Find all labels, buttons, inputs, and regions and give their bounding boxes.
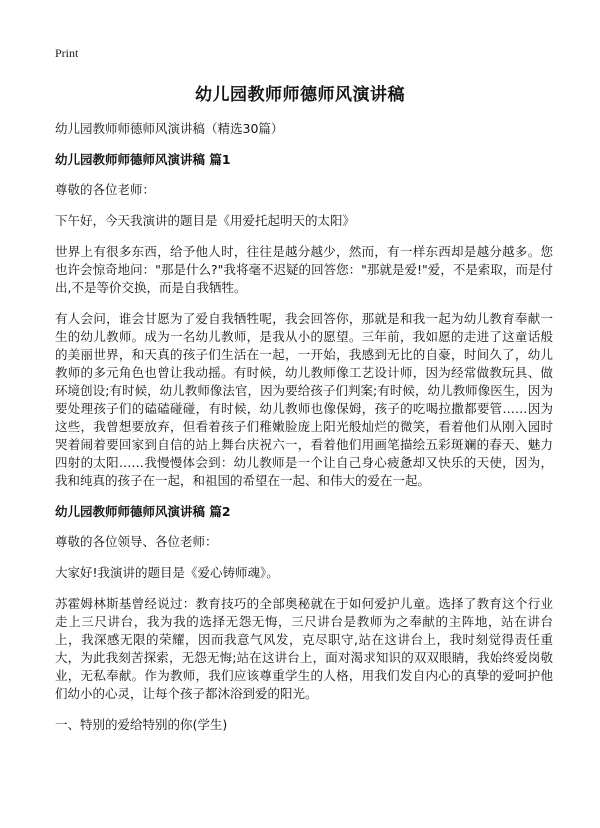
section-heading-2: 幼儿园教师师德师风演讲稿 篇2 — [55, 504, 231, 519]
page-title: 幼儿园教师师德师风演讲稿 — [195, 85, 405, 105]
paragraph: 一、特别的爱给特别的你(学生) — [55, 717, 228, 732]
print-link[interactable]: Print — [55, 46, 79, 60]
paragraph: 世界上有很多东西，给予他人时，往往是越分越少，然而，有一样东西却是越分越多。您也许会惊奇地问："那是什么?"我将毫不迟疑的回答您："那就是爱!"爱，不是索取，而是付出,不是等价交换，而是自我牺牲。 — [55, 244, 553, 295]
document-body — [55, 120, 553, 747]
paragraph: 下午好，今天我演讲的题目是《用爱托起明天的太阳》 — [55, 213, 356, 228]
paragraph: 尊敬的各位老师： — [55, 182, 156, 197]
paragraph: 尊敬的各位领导、各位老师： — [55, 534, 218, 549]
paragraph: 苏霍姆林斯基曾经说过：教育技巧的全部奥秘就在于如何爱护儿童。选择了教育这个行业走上三尺讲台，我为我的选择无怨无悔，三尺讲台是教师为之奉献的主阵地，站在讲台上，我深感无限的荣耀，因而我意气风发，克尽职守,站在这讲台上，我时刻觉得责任重大，为此我刻苦探索，无怨无悔;站在这讲台上，面对渴求知识的双双眼睛，我始终爱岗敬业，无私奉献。作为教师，我们应该尊重学生的人格，用我们发自内心的真挚的爱呵护他们幼小的心灵，让每个孩子都沐浴到爱的阳光。 — [55, 596, 553, 701]
paragraph: 有人会问，谁会甘愿为了爱自我牺牲呢，我会回答你，那就是和我一起为幼儿教育奉献一生的幼儿教师。成为一名幼儿教师，是我从小的愿望。三年前，我如愿的走进了这童话般的美丽世界，和天真的孩子们生活在一起，一开始，我感到无比的自豪，时间久了，幼儿教师的多元角色也曾让我动摇。有时候，幼儿教师像工艺设计师，因为经常做教玩具、做环境创设;有时候，幼儿教师像法官，因为要给孩子们判案;有时候，幼儿教师像医生，因为要处理孩子们的磕磕碰碰，有时候，幼儿教师也像保姆，孩子的吃喝拉撒都要管……因为这些，我曾想要放弃，但看着孩子们稚嫩脸庞上阳光般灿烂的微笑，看着他们从刚入园时哭着闹着要回家到自信的站上舞台庆祝六一，看着他们用画笔描绘五彩斑斓的春天、魅力四射的太阳……我慢慢体会到：幼儿教师是一个让自己身心疲惫却又快乐的天使，因为，我和纯真的孩子在一起，和祖国的希望在一起、和伟大的爱在一起。 — [55, 311, 553, 488]
paragraph: 大家好!我演讲的题目是《爱心铸师魂》。 — [55, 565, 279, 580]
section-heading-1: 幼儿园教师师德师风演讲稿 篇1 — [55, 152, 231, 167]
document-subtitle: 幼儿园教师师德师风演讲稿（精选30篇） — [55, 121, 284, 136]
